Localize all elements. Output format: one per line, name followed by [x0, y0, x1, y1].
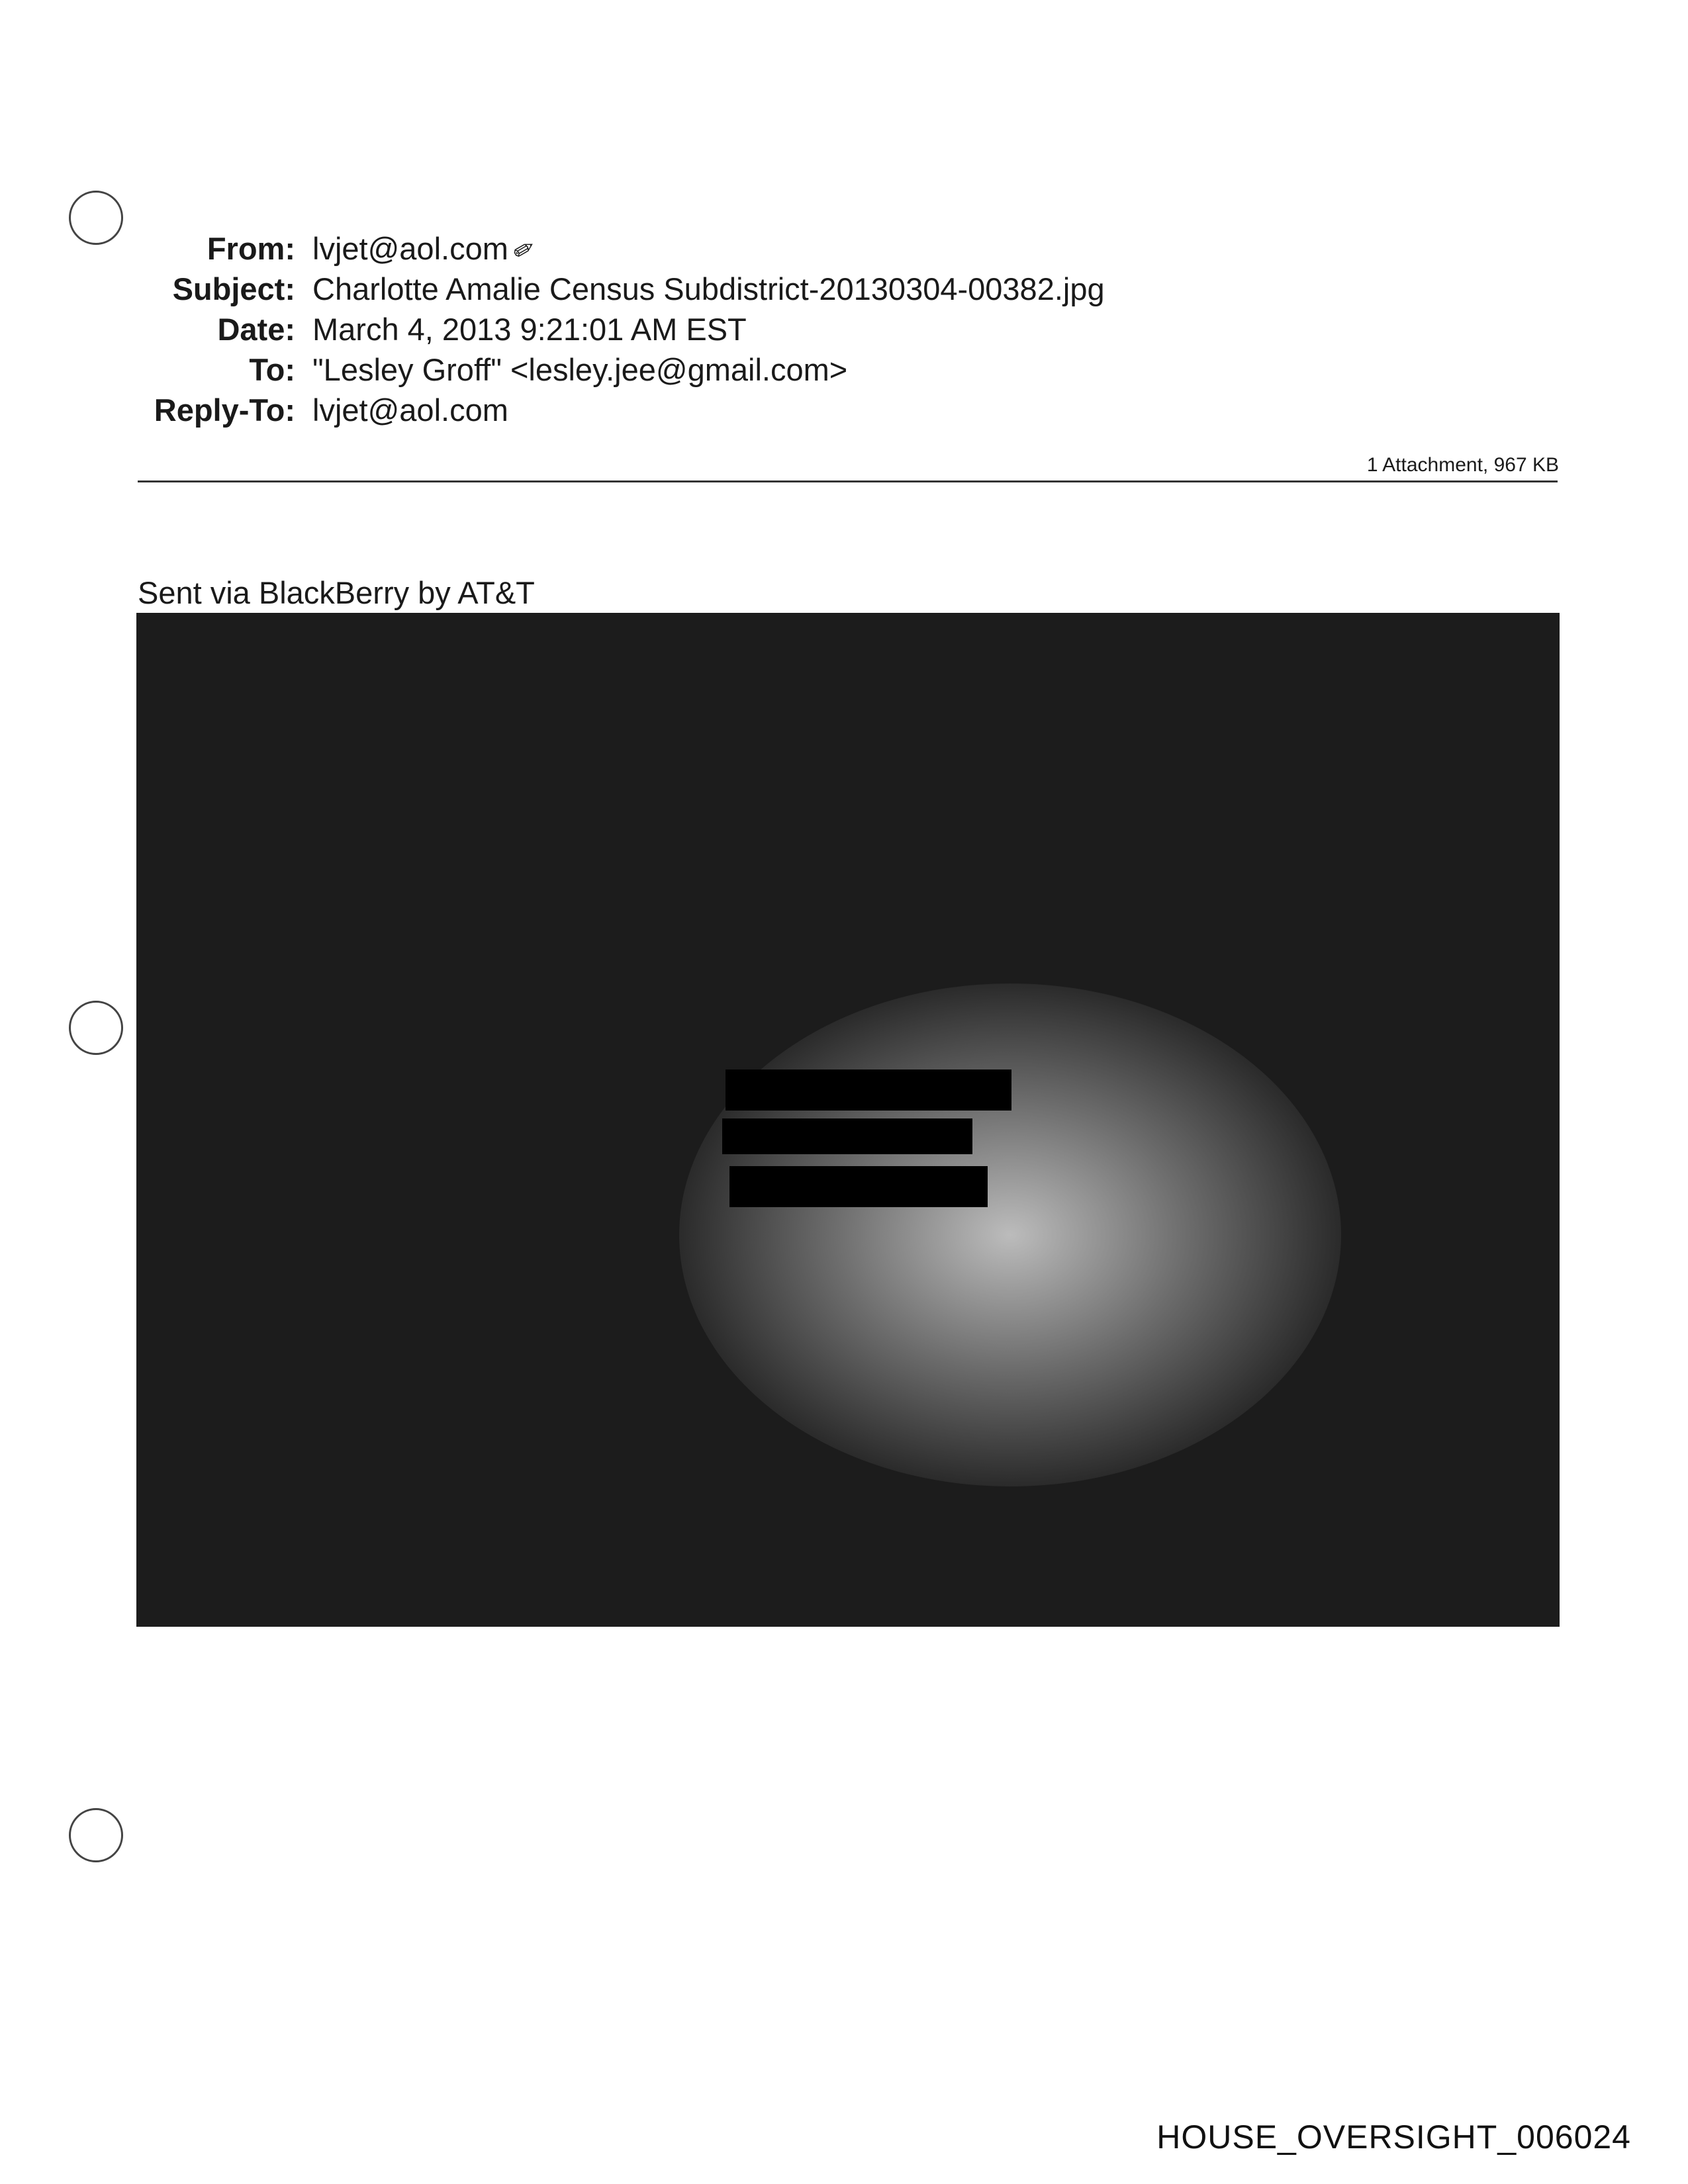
subject-label: Subject: — [172, 271, 295, 306]
email-body-text: Sent via BlackBerry by AT&T — [138, 575, 535, 610]
header-divider — [138, 480, 1558, 482]
redaction-box — [722, 1118, 972, 1154]
subject-value: Charlotte Amalie Census Subdistrict-20130304-00382.jpg — [312, 271, 1105, 306]
to-label: To: — [249, 352, 295, 387]
punch-hole-top — [69, 191, 123, 245]
paperclip-icon: ✐ — [508, 235, 537, 268]
photo-highlight — [679, 983, 1341, 1486]
header-from — [132, 230, 1589, 271]
reply-to-label: Reply-To: — [154, 392, 295, 428]
redaction-box — [729, 1166, 988, 1207]
header-date — [132, 311, 1589, 351]
reply-to-value[interactable]: lvjet@aol.com — [312, 392, 508, 428]
date-label: Date: — [217, 312, 295, 347]
email-headers — [132, 230, 1589, 432]
from-label: From: — [207, 231, 295, 266]
redaction-box — [726, 1069, 1011, 1111]
header-to — [132, 351, 1589, 392]
attached-photo — [136, 613, 1560, 1627]
header-reply-to — [132, 392, 1589, 432]
from-value[interactable]: lvjet@aol.com — [312, 231, 508, 266]
attachment-info[interactable]: 1 Attachment, 967 KB — [1366, 454, 1559, 476]
punch-hole-middle — [69, 1001, 123, 1055]
punch-hole-bottom — [69, 1808, 123, 1862]
bates-number: HOUSE_OVERSIGHT_006024 — [1156, 2118, 1631, 2156]
date-value: March 4, 2013 9:21:01 AM EST — [312, 312, 747, 347]
header-subject — [132, 271, 1589, 311]
to-value[interactable]: "Lesley Groff" <lesley.jee@gmail.com> — [312, 352, 848, 387]
